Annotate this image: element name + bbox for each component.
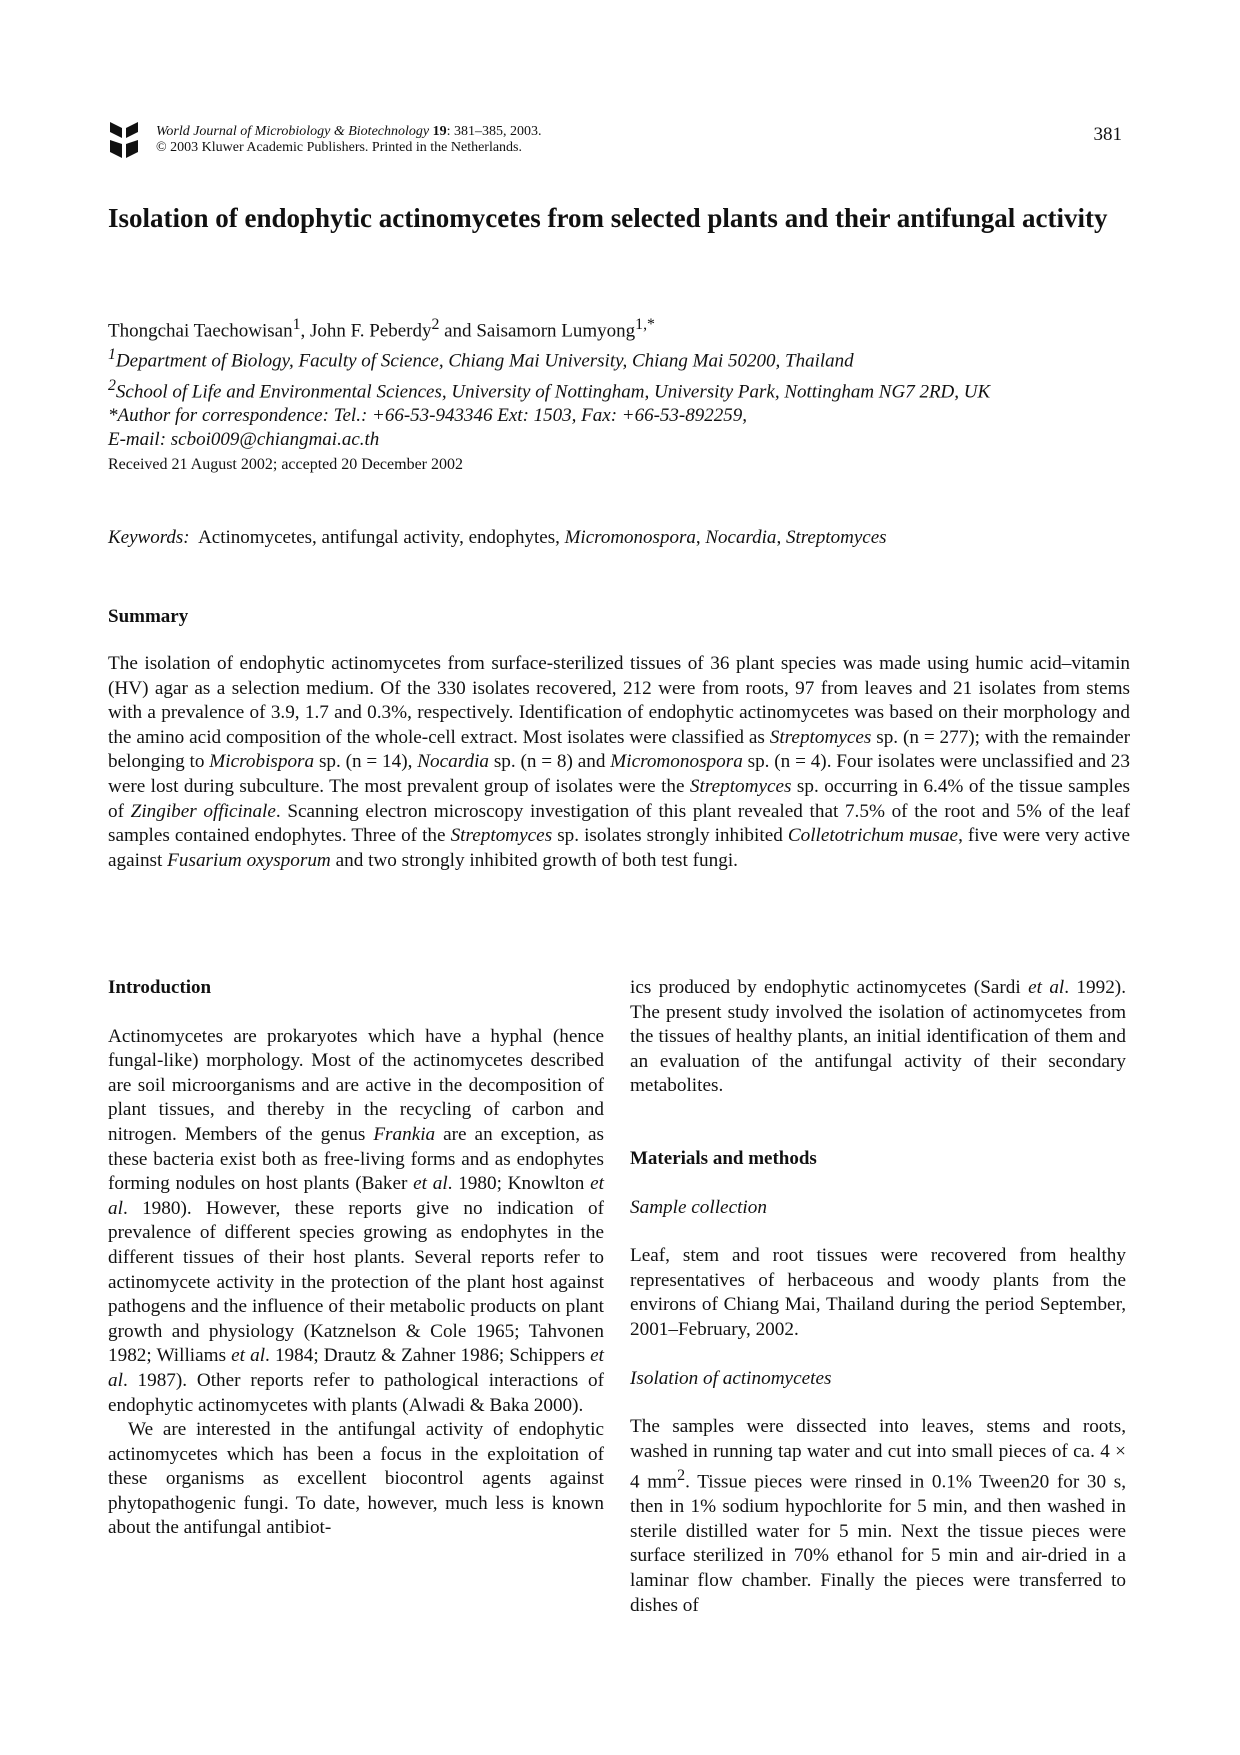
left-column (108, 976, 604, 1541)
summary-text: The isolation of endophytic actinomycetes from surface-sterilized tissues of 36 plant species was made using humic acid–vitamin (HV) agar as a selection medium. Of the 330 isolates recovered, 212 were from roots, 97 from leaves and 21 isolates from stems with a prevalence of 3.9, 1.7 and 0.3%, respectively. Identification of endophytic actinomycetes was based on their morphology and the amino acid composition of the whole-cell extract. Most isolates were classified as Streptomyces sp. (n = 277); with the remainder belonging to Microbispora sp. (n = 14), Nocardia sp. (n = 8) and Micromonospora sp. (n = 4). Four isolates were unclassified and 23 were lost during subculture. The most prevalent group of isolates were the Streptomyces sp. occurring in 6.4% of the tissue samples of Zingiber officinale. Scanning electron microscopy investigation of this plant revealed that 7.5% of the root and 5% of the leaf samples contained endophytes. Three of the Streptomyces sp. isolates strongly inhibited Colletotrichum musae, five were very active against Fusarium oxysporum and two strongly inhibited growth of both test fungi. (108, 653, 1130, 871)
isolation-subheading: Isolation of actinomycetes (630, 1367, 832, 1389)
introduction-paragraph-2: We are interested in the antifungal activity of endophytic actinomycetes which has been a focus in the exploitation of these organisms as excellent biocontrol agents against phytopathogenic fungi. To date, however, much less is known about the antifungal antibiot- (108, 1419, 604, 1539)
keywords: Keywords: Actinomycetes, antifungal activity, endophytes, Micromonospora, Nocardia, Streptomyces (108, 527, 887, 548)
received-dates: Received 21 August 2002; accepted 20 December 2002 (108, 456, 463, 473)
affiliation-2: $^2$School of Life and Environmental Sciences, University of Nottingham, University Park, Nottingham NG7 2RD, UK (108, 376, 991, 402)
affiliation-1: $^1$Department of Biology, Faculty of Science, Chiang Mai University, Chiang Mai 50200, Thailand (108, 346, 854, 372)
journal-info (156, 124, 542, 156)
introduction-paragraph-3: ics produced by endophytic actinomycetes (Sardi et al. 1992). The present study involved the isolation of actinomycetes from the tissues of healthy plants, an initial identification of them and an evaluation of the antifungal activity of their secondary metabolites. (630, 977, 1126, 1097)
sample-collection-paragraph: Leaf, stem and root tissues were recovered from healthy representatives of herbaceous and woody plants from the environs of Chiang Mai, Thailand during the period September, 2001–February, 2002. (630, 1245, 1126, 1340)
right-column (630, 976, 1126, 1618)
publisher-logo-icon (108, 120, 140, 160)
journal-citation: World Journal of Microbiology & Biotechnology 19: 381–385, 2003. (156, 124, 542, 139)
introduction-heading: Introduction (108, 977, 212, 998)
summary-heading: Summary (108, 606, 189, 627)
correspondence: *Author for correspondence: Tel.: +66-53-943346 Ext: 1503, Fax: +66-53-892259, (108, 404, 747, 426)
article-title: Isolation of endophytic actinomycetes from selected plants and their antifungal activity (108, 203, 1108, 233)
author-block (108, 313, 1138, 452)
isolation-paragraph: The samples were dissected into leaves, stems and roots, washed in running tap water and cut into small pieces of ca. 4 × 4 $mm^2$. Tissue pieces were rinsed in 0.1% Tween20 for 30 s, then in 1% sodium hypochlorite for 5 min, and then washed in sterile distilled water for 5 min. Next the tissue pieces were surface sterilized in 70% ethanol for 5 min and air-dried in a laminar flow chamber. Finally the pieces were transferred to dishes of (630, 1416, 1126, 1616)
methods-heading: Materials and methods (630, 1147, 817, 1169)
author-list: Thongchai Taechowisan$^1$, John F. Peberdy$^2$ and Saisamorn Lumyong$^{1,*}$ (108, 316, 655, 342)
page-number: 381 (1093, 124, 1122, 145)
sample-collection-subheading: Sample collection (630, 1196, 767, 1218)
email: E-mail: scboi009@chiangmai.ac.th (108, 428, 380, 450)
introduction-paragraph-1: Actinomycetes are prokaryotes which have a hyphal (hence fungal-like) morphology. Most of the actinomycetes described are soil microorganisms and are active in the decomposition of plant tissues, and thereby in the recycling of carbon and nitrogen. Members of the genus Frankia are an exception, as these bacteria exist both as free-living forms and as endophytes forming nodules on host plants (Baker et al. 1980; Knowlton et al. 1980). However, these reports give no indication of prevalence of different species growing as endophytes in the different tissues of their host plants. Several reports refer to actinomycete activity in the protection of the plant host against pathogens and the influence of their metabolic products on plant growth and physiology (Katznelson & Cole 1965; Tahvonen 1982; Williams et al. 1984; Drautz & Zahner 1986; Schippers et al. 1987). Other reports refer to pathological interactions of endophytic actinomycetes with plants (Alwadi & Baka 2000). (108, 1025, 605, 1416)
copyright-line: © 2003 Kluwer Academic Publishers. Printed in the Netherlands. (156, 140, 523, 155)
